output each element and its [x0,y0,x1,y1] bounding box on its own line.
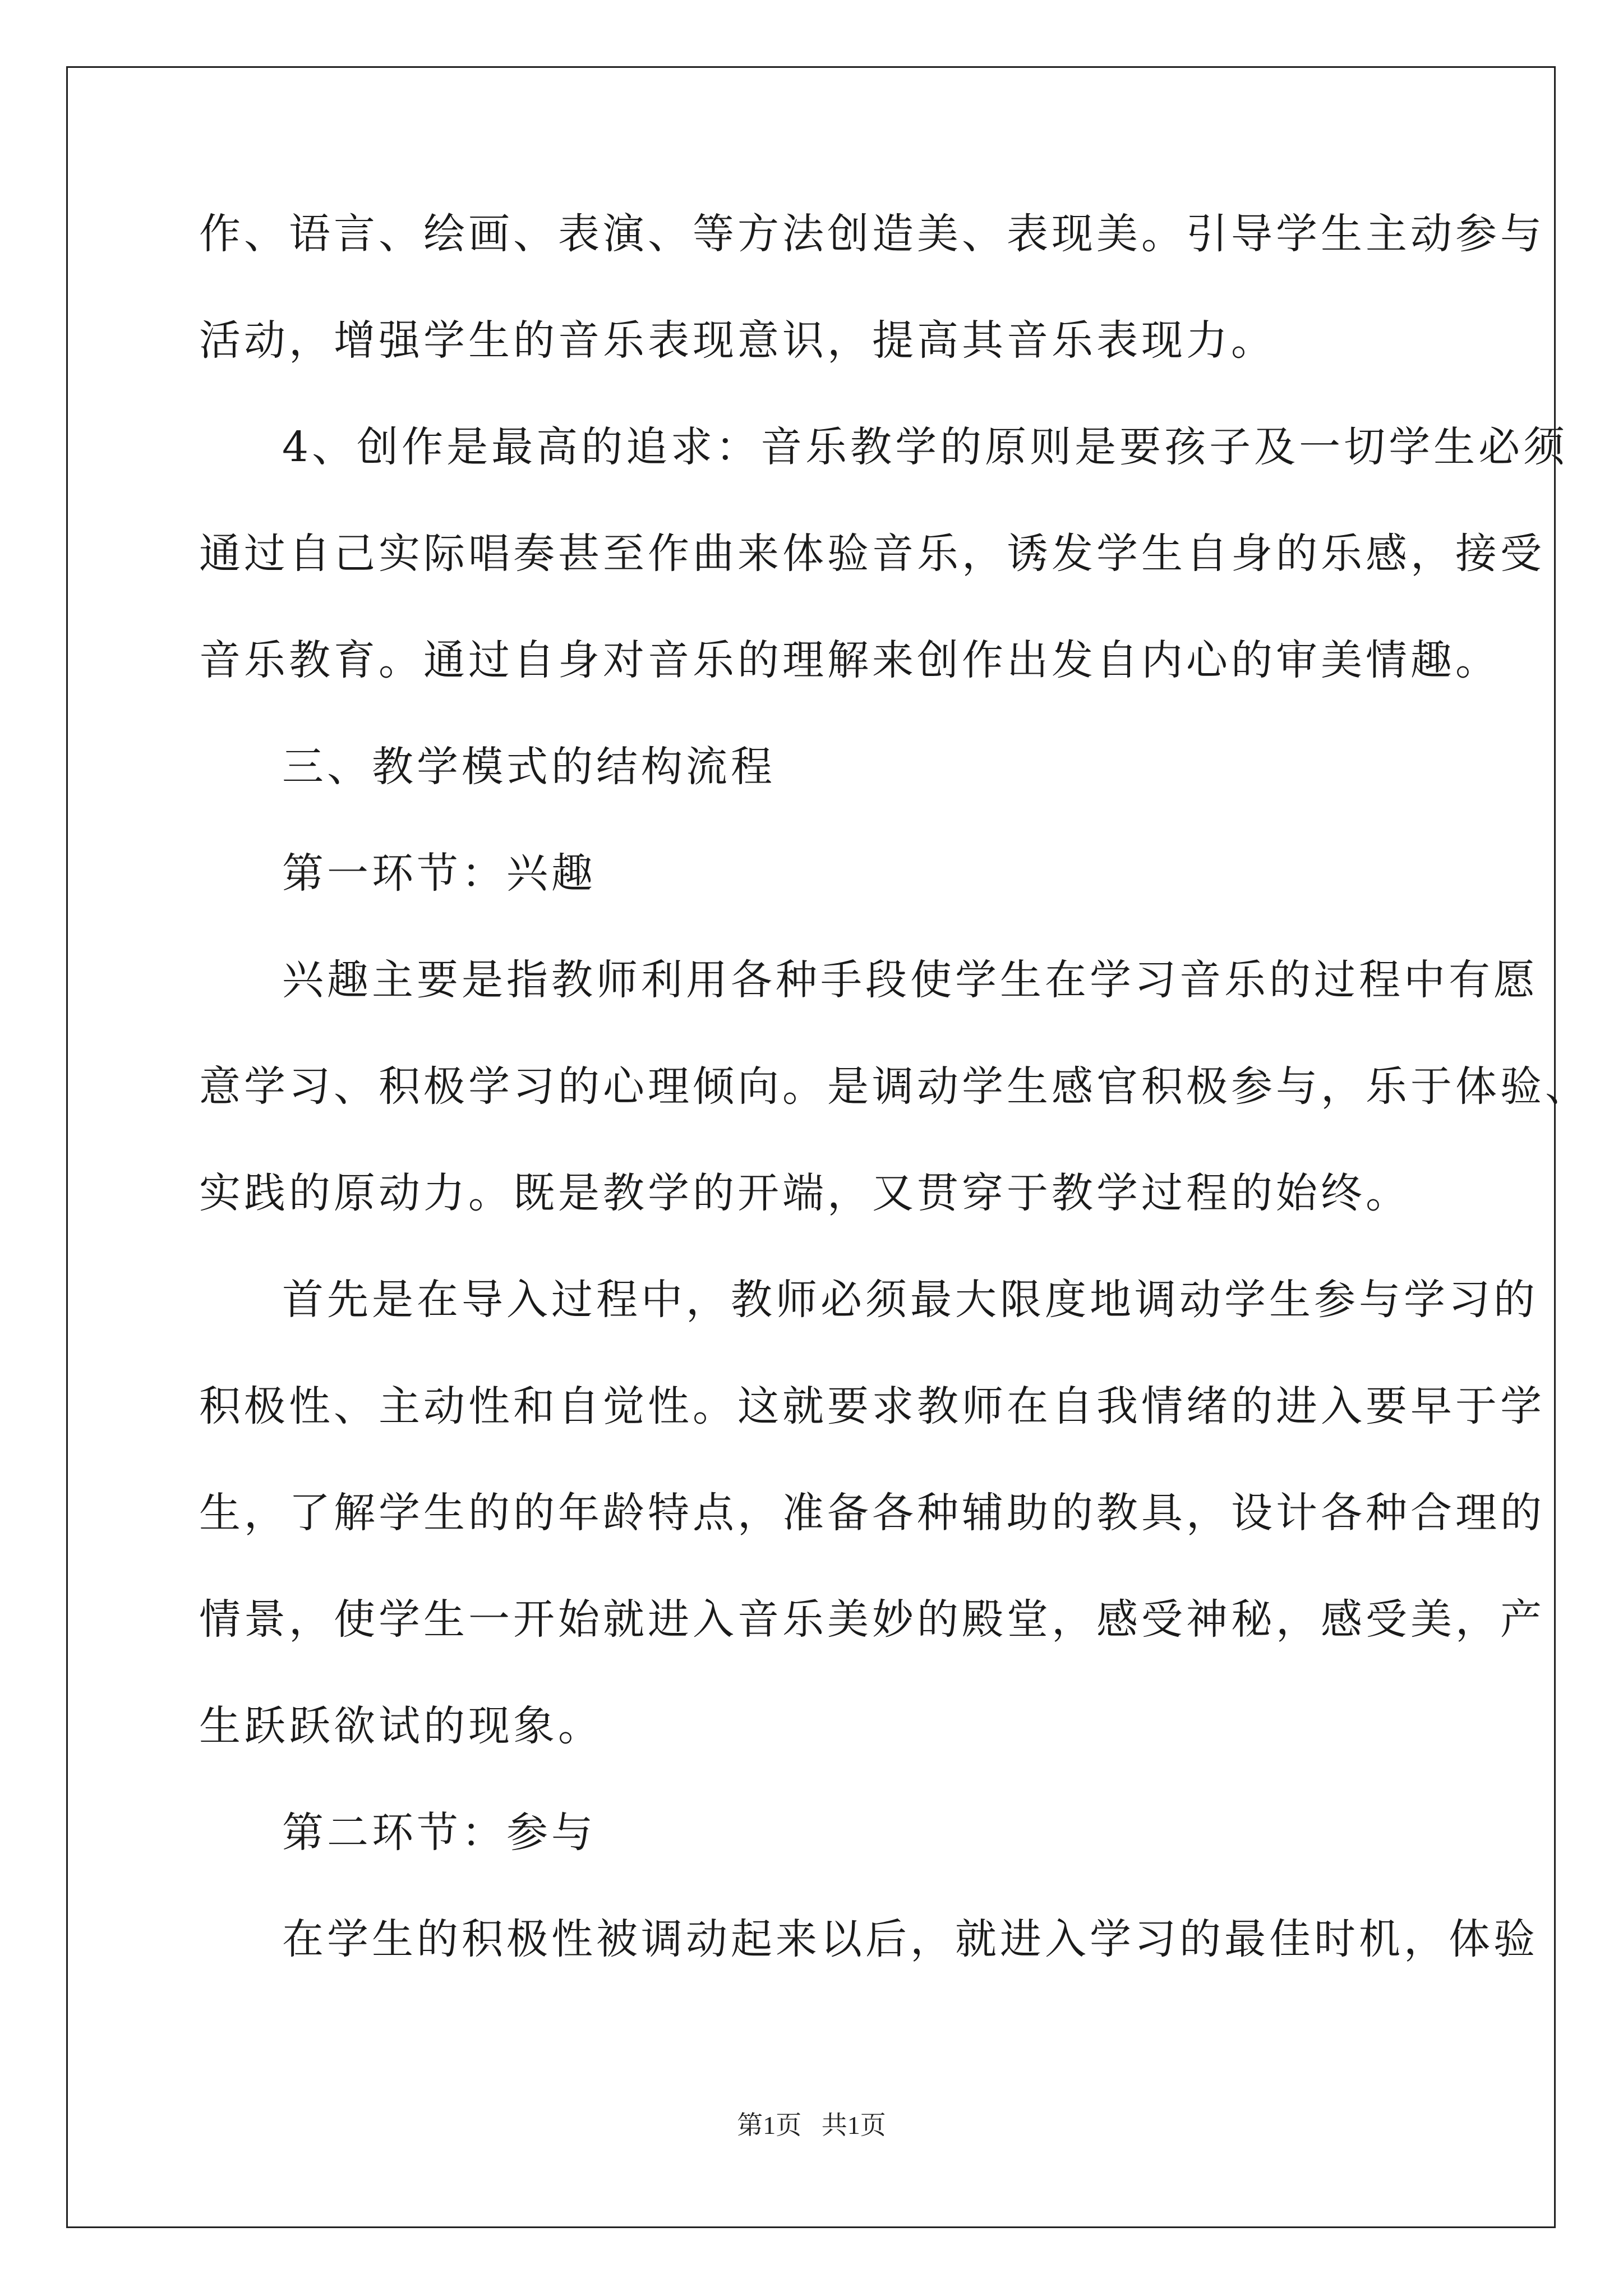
text-line: 三、教学模式的结构流程 [282,743,776,791]
text-line: 生跃跃欲试的现象。 [199,1702,603,1750]
page-border [66,66,1556,2228]
text-line: 第二环节：参与 [282,1809,596,1857]
text-line: 生，了解学生的的年龄特点，准备各种辅助的教具，设计各种合理的 [199,1489,1545,1537]
text-line: 积极性、主动性和自觉性。这就要求教师在自我情绪的进入要早于学 [199,1382,1545,1430]
page-footer [0,2105,1623,2142]
text-line: 4、创作是最高的追求：音乐教学的原则是要孩子及一切学生必须 [282,423,1569,471]
text-line: 作、语言、绘画、表演、等方法创造美、表现美。引导学生主动参与 [199,210,1545,258]
text-line: 实践的原动力。既是教学的开端，又贯穿于教学过程的始终。 [199,1169,1410,1217]
text-line: 情景，使学生一开始就进入音乐美妙的殿堂，感受神秘，感受美，产 [199,1595,1545,1644]
text-line: 兴趣主要是指教师利用各种手段使学生在学习音乐的过程中有愿 [282,956,1538,1004]
text-line: 音乐教育。通过自身对音乐的理解来创作出发自内心的审美情趣。 [199,636,1500,684]
text-line: 首先是在导入过程中，教师必须最大限度地调动学生参与学习的 [282,1276,1538,1324]
page-total: 共1页 [821,2111,886,2139]
text-line: 活动，增强学生的音乐表现意识，提高其音乐表现力。 [199,316,1276,365]
text-line: 意学习、积极学习的心理倾向。是调动学生感官积极参与，乐于体验、 [199,1062,1590,1111]
text-line: 第一环节：兴趣 [282,849,596,898]
text-line: 在学生的积极性被调动起来以后，就进入学习的最佳时机，体验 [282,1915,1538,1963]
page-number: 第1页 [737,2111,802,2139]
text-line: 通过自己实际唱奏甚至作曲来体验音乐，诱发学生自身的乐感，接受 [199,530,1545,578]
